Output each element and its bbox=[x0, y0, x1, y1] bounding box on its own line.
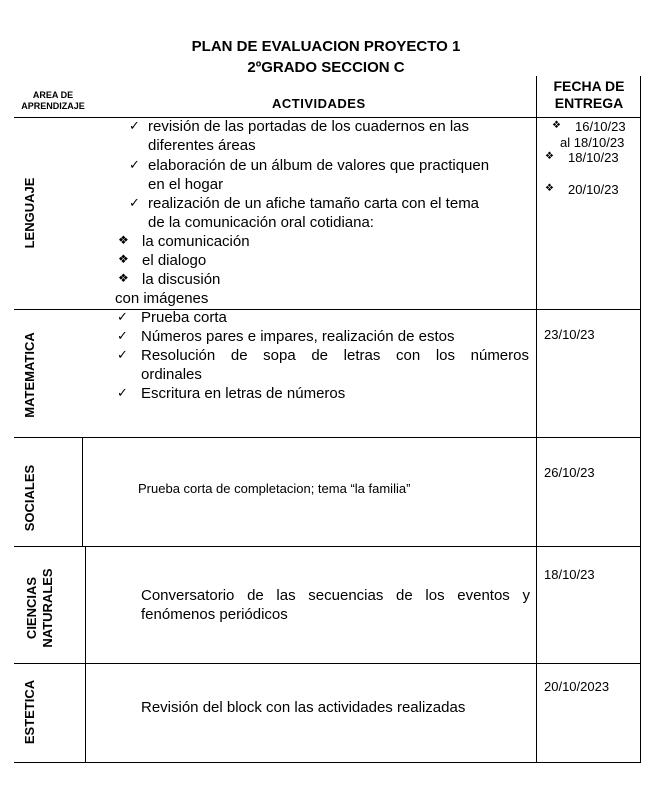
lenguaje-sub-item: la discusión bbox=[142, 271, 221, 288]
matematica-item: Prueba corta bbox=[141, 309, 227, 326]
area-estetica: ESTETICA bbox=[22, 679, 37, 745]
lenguaje-item: de la comunicación oral cotidiana: bbox=[148, 214, 374, 231]
matematica-item: Escritura en letras de números bbox=[141, 385, 346, 402]
ciencias-activity: Conversatorio de las secuencias de los eventos y fenómenos periódicos bbox=[141, 587, 530, 623]
lenguaje-item: realización de un afiche tamaño carta con el tema bbox=[148, 195, 480, 212]
four-diamond-bullet-icon: ❖ bbox=[552, 120, 561, 131]
check-mark-icon: ✓ bbox=[117, 309, 128, 324]
four-diamond-bullet-icon: ❖ bbox=[118, 233, 129, 247]
lenguaje-item: en el hogar bbox=[148, 176, 224, 193]
area-matematica: MATEMATICA bbox=[22, 332, 37, 418]
check-mark-icon: ✓ bbox=[117, 328, 128, 343]
four-diamond-bullet-icon: ❖ bbox=[545, 183, 554, 194]
four-diamond-bullet-icon: ❖ bbox=[545, 151, 554, 162]
check-mark-icon: ✓ bbox=[129, 157, 140, 172]
lenguaje-item: diferentes áreas bbox=[148, 137, 256, 154]
four-diamond-bullet-icon: ❖ bbox=[118, 252, 129, 266]
area-sociales: SOCIALES bbox=[22, 464, 37, 532]
sociales-activity: Prueba corta de completacion; tema “la familia” bbox=[138, 481, 411, 496]
document-subtitle: 2ºGRADO SECCION C bbox=[247, 59, 405, 76]
lenguaje-date: 18/10/23 bbox=[568, 150, 619, 165]
lenguaje-date: 16/10/23 bbox=[575, 119, 626, 134]
sociales-date: 26/10/23 bbox=[544, 465, 595, 480]
activities-column-header: ACTIVIDADES bbox=[272, 96, 366, 111]
estetica-activity: Revisión del block con las actividades realizadas bbox=[141, 699, 466, 716]
ciencias-date: 18/10/23 bbox=[544, 567, 595, 582]
check-mark-icon: ✓ bbox=[117, 385, 128, 400]
matematica-item: Números pares e impares, realización de estos bbox=[141, 328, 455, 345]
check-mark-icon: ✓ bbox=[129, 195, 140, 210]
check-mark-icon: ✓ bbox=[129, 118, 140, 133]
check-mark-icon: ✓ bbox=[117, 347, 128, 362]
lenguaje-sub-item: el dialogo bbox=[142, 252, 207, 269]
lenguaje-item: revisión de las portadas de los cuadernos en las bbox=[148, 118, 470, 135]
estetica-date: 20/10/2023 bbox=[544, 679, 610, 694]
lenguaje-sub-item: la comunicación bbox=[142, 233, 250, 250]
lenguaje-tail: con imágenes bbox=[115, 290, 209, 307]
lenguaje-item: elaboración de un álbum de valores que practiquen bbox=[148, 157, 490, 174]
area-lenguaje: LENGUAJE bbox=[22, 177, 37, 249]
matematica-item-justified: Resolución de sopa de letras con los números ordinales bbox=[141, 347, 529, 383]
matematica-date: 23/10/23 bbox=[544, 327, 595, 342]
area-column-header: AREA DE APRENDIZAJE bbox=[21, 90, 85, 111]
lenguaje-date: 20/10/23 bbox=[568, 182, 619, 197]
lenguaje-date: al 18/10/23 bbox=[560, 135, 625, 150]
fecha-column-header: FECHA DE ENTREGA bbox=[553, 78, 625, 111]
document-title: PLAN DE EVALUACION PROYECTO 1 bbox=[191, 38, 461, 55]
area-ciencias-naturales: CIENCIAS NATURALES bbox=[24, 568, 55, 648]
four-diamond-bullet-icon: ❖ bbox=[118, 271, 129, 285]
